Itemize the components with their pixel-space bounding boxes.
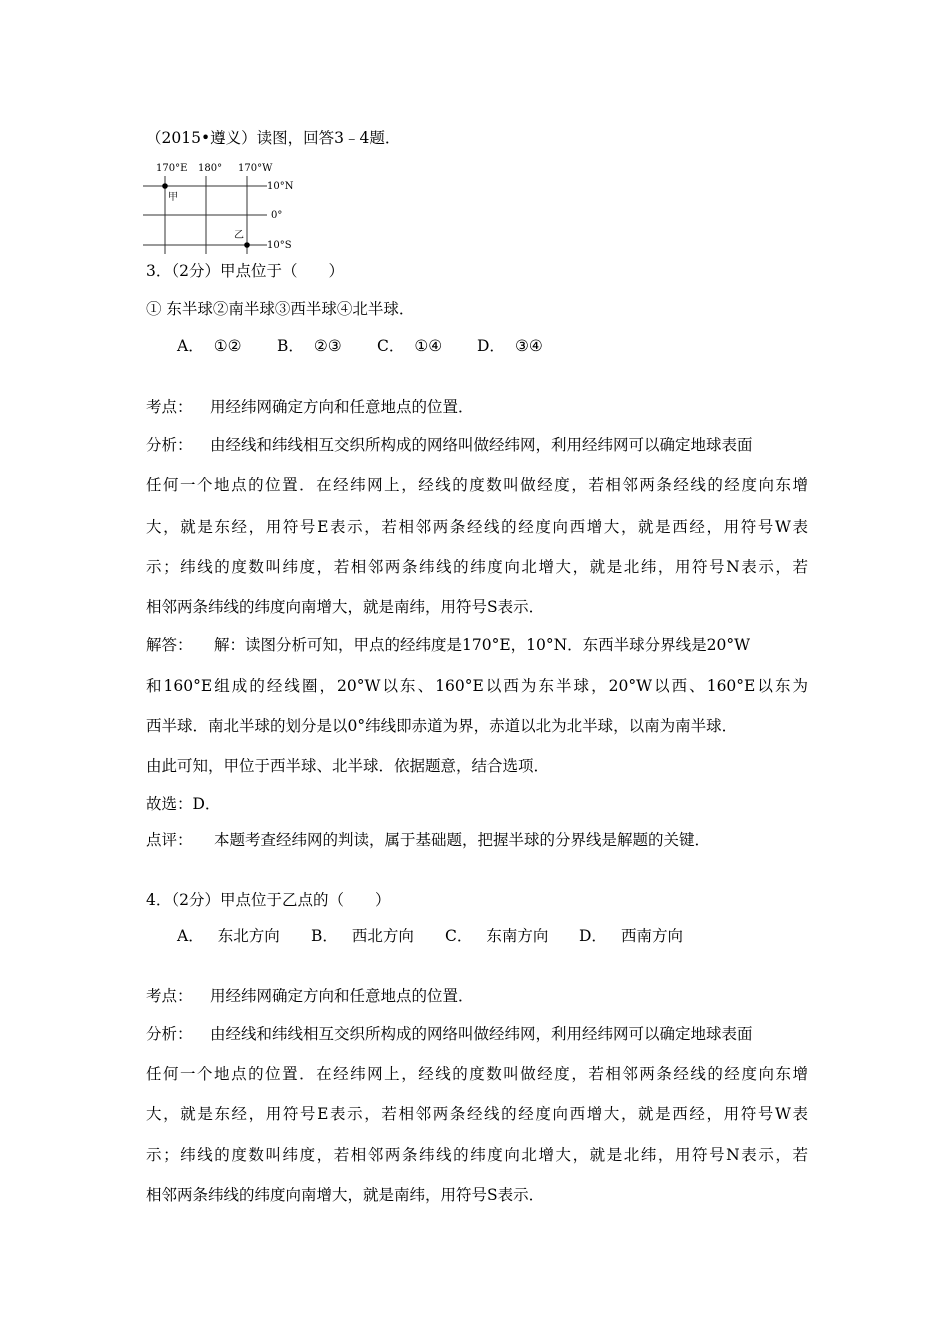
q3-fenxi-label: 分析：	[146, 436, 193, 454]
q3-jieda-label: 解答：	[146, 636, 193, 654]
q3-option-a[interactable]	[177, 336, 277, 356]
q3-fenxi-line-3: 大，就是东经，用符号E表示，若相邻两条经线的经度向西增大，就是西经，用符号W表	[146, 518, 808, 536]
q4-options	[177, 926, 683, 946]
option-text: 东北方向	[217, 927, 280, 945]
q3-kaodian-text: 用经纬网确定方向和任意地点的位置．	[210, 398, 474, 416]
option-text: ③④	[514, 337, 543, 355]
q3-dianping-text: 本题考查经纬网的判读，属于基础题，把握半球的分界线是解题的关键．	[214, 831, 711, 849]
q3-option-c[interactable]	[377, 336, 477, 356]
point-a-label: 甲	[168, 192, 178, 203]
q3-fenxi-line-4: 示；纬线的度数叫纬度，若相邻两条纬线的纬度向北增大，就是北纬，用符号N表示，若	[146, 558, 808, 576]
option-letter: A．	[177, 337, 204, 355]
q4-stem: 4．（2分）甲点位于乙点的（ ）	[146, 891, 391, 909]
lat-label-0: 0°	[271, 210, 283, 221]
option-text: ①④	[414, 337, 443, 355]
q4-fenxi-label: 分析：	[146, 1025, 193, 1043]
option-text: 西北方向	[351, 927, 414, 945]
point-b-label: 乙	[234, 230, 244, 241]
q3-jieda-line-1: 解：读图分析可知，甲点的经纬度是170°E，10°N．东西半球分界线是20°W	[214, 636, 751, 654]
option-letter: D．	[477, 337, 505, 355]
q3-kaodian-label: 考点：	[146, 398, 193, 416]
q4-fenxi-line-5: 相邻两条纬线的纬度向南增大，就是南纬，用符号S表示．	[146, 1186, 545, 1204]
q4-fenxi-line-1: 由经线和纬线相互交织所构成的网络叫做经纬网，利用经纬网可以确定地球表面	[210, 1025, 753, 1043]
lon-label-180: 180°	[198, 163, 223, 174]
q3-dianping-label: 点评：	[146, 831, 193, 849]
q4-option-a[interactable]	[177, 926, 311, 946]
q3-option-b[interactable]	[277, 336, 377, 356]
q4-option-b[interactable]	[311, 926, 445, 946]
q4-fenxi-line-3: 大，就是东经，用符号E表示，若相邻两条经线的经度向西增大，就是西经，用符号W表	[146, 1105, 808, 1123]
point-a-dot	[162, 183, 168, 189]
q3-option-d[interactable]	[477, 336, 543, 356]
q3-stem: 3．（2分）甲点位于（ ）	[146, 262, 344, 280]
option-text: 东南方向	[486, 927, 549, 945]
option-letter: B．	[311, 927, 338, 945]
option-letter: D．	[579, 927, 607, 945]
option-text: 西南方向	[620, 927, 683, 945]
option-letter: C．	[377, 337, 405, 355]
intro-line: （2015•遵义）读图，回答3﹣4题．	[146, 129, 401, 147]
q4-fenxi-line-2: 任何一个地点的位置．在经纬网上，经线的度数叫做经度，若相邻两条经线的经度向东增	[146, 1065, 808, 1083]
lon-label-170w: 170°W	[238, 163, 273, 174]
q4-kaodian-label: 考点：	[146, 987, 193, 1005]
option-letter: C．	[445, 927, 473, 945]
q3-jieda-line-4: 由此可知，甲位于西半球、北半球．依据题意，结合选项．	[146, 757, 550, 775]
lon-label-170e: 170°E	[156, 163, 188, 174]
option-text: ②③	[313, 337, 342, 355]
option-letter: A．	[177, 927, 204, 945]
lat-lon-grid-figure	[143, 158, 295, 254]
option-letter: B．	[277, 337, 304, 355]
option-text: ①②	[213, 337, 242, 355]
q3-choices: ① 东半球②南半球③西半球④北半球．	[146, 300, 415, 318]
lat-label-10n: 10°N	[267, 181, 294, 192]
q4-kaodian-text: 用经纬网确定方向和任意地点的位置．	[210, 987, 474, 1005]
q4-option-d[interactable]	[579, 926, 683, 946]
q4-fenxi-line-4: 示；纬线的度数叫纬度，若相邻两条纬线的纬度向北增大，就是北纬，用符号N表示，若	[146, 1146, 808, 1164]
q3-jieda-line-3: 西半球．南北半球的划分是以0°纬线即赤道为界，赤道以北为北半球，以南为南半球．	[146, 717, 738, 735]
q3-fenxi-line-2: 任何一个地点的位置．在经纬网上，经线的度数叫做经度，若相邻两条经线的经度向东增	[146, 476, 808, 494]
q3-jieda-line-2: 和160°E组成的经线圈，20°W以东、160°E以西为东半球，20°W以西、160°E以东为	[146, 677, 808, 695]
point-b-dot	[244, 242, 250, 248]
q4-option-c[interactable]	[445, 926, 579, 946]
q3-options	[177, 336, 543, 356]
q3-answer: 故选：D．	[146, 795, 221, 813]
q3-fenxi-line-1: 由经线和纬线相互交织所构成的网络叫做经纬网，利用经纬网可以确定地球表面	[210, 436, 753, 454]
lat-label-10s: 10°S	[267, 240, 292, 251]
q3-fenxi-line-5: 相邻两条纬线的纬度向南增大，就是南纬，用符号S表示．	[146, 598, 545, 616]
